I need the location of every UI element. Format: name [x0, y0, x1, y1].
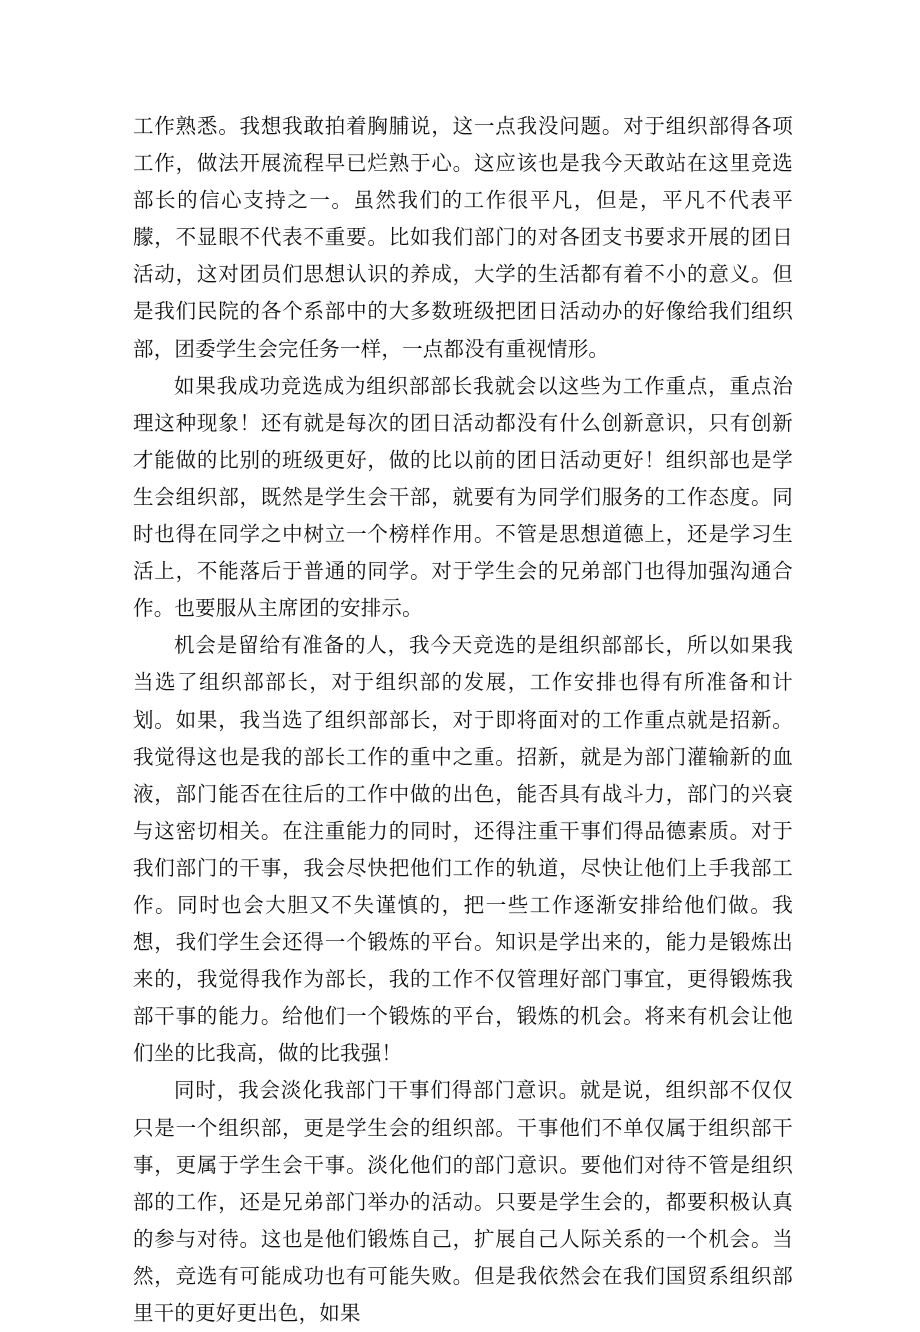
paragraph-4: 同时，我会淡化我部门干事们得部门意识。就是说，组织部不仅仅只是一个组织部，更是学生会的组织部。干事他们不单仅属于组织部干事，更属于学生会干事。淡化他们的部门意识。要他们对待不管是组织部的工作，还是兄弟部门举办的活动。只要是学生会的，都要积极认真的参与对待。这也是他们锻炼自己，扩展自己人际关系的一个机会。当然，竞选有可能成功也有可能失败。但是我依然会在我们国贸系组织部里干的更好更出色，如果: [133, 1078, 793, 1325]
paragraph-1: 工作熟悉。我想我敢拍着胸脯说，这一点我没问题。对于组织部得各项工作，做法开展流程早已烂熟于心。这应该也是我今天敢站在这里竞选部长的信心支持之一。虽然我们的工作很平凡，但是，平凡不代表平朦，不显眼不代表不重要。比如我们部门的对各团支书要求开展的团日活动，这对团员们思想认识的养成，大学的生活都有着不小的意义。但是我们民院的各个系部中的大多数班级把团日活动办的好像给我们组织部，团委学生会完任务一样，一点都没有重视情形。: [133, 114, 793, 361]
paragraph-2: 如果我成功竞选成为组织部部长我就会以这些为工作重点，重点治理这种现象！还有就是每次的团日活动都没有什么创新意识，只有创新才能做的比别的班级更好，做的比以前的团日活动更好！组织部也是学生会组织部，既然是学生会干部，就要有为同学们服务的工作态度。同时也得在同学之中树立一个榜样作用。不管是思想道德上，还是学习生活上，不能落后于普通的同学。对于学生会的兄弟部门也得加强沟通合作。也要服从主席团的安排示。: [133, 373, 793, 621]
paragraph-3: 机会是留给有准备的人，我今天竞选的是组织部部长，所以如果我当选了组织部部长，对于组织部的发展，工作安排也得有所准备和计划。如果，我当选了组织部部长，对于即将面对的工作重点就是招新。我觉得这也是我的部长工作的重中之重。招新，就是为部门灌输新的血液，部门能否在往后的工作中做的出色，能否具有战斗力，部门的兴衰与这密切相关。在注重能力的同时，还得注重干事们得品德素质。对于我们部门的干事，我会尽快把他们工作的轨道，尽快让他们上手我部工作。同时也会大胆又不失谨慎的，把一些工作逐渐安排给他们做。我想，我们学生会还得一个锻炼的平台。知识是学出来的，能力是锻炼出来的，我觉得我作为部长，我的工作不仅管理好部门事宜，更得锻炼我部干事的能力。给他们一个锻炼的平台，锻炼的机会。将来有机会让他们坐的比我高，做的比我强！: [133, 633, 793, 1066]
document-body: [133, 108, 793, 1332]
